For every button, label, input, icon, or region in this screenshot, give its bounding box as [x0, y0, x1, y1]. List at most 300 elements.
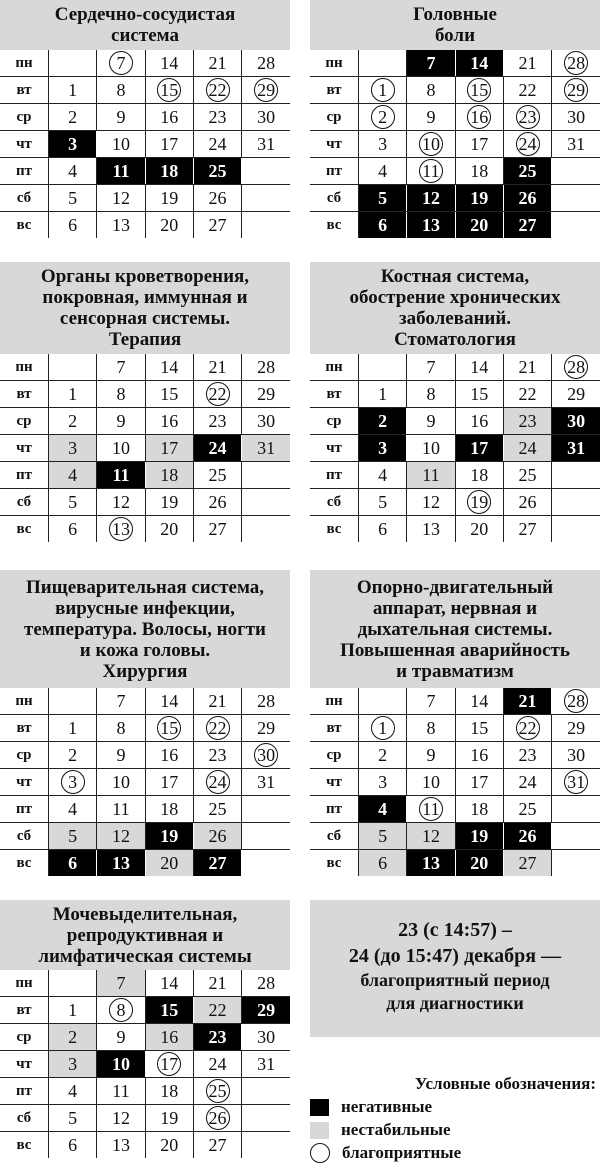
empty-cell — [242, 158, 290, 185]
empty-cell — [552, 158, 600, 185]
day-cell: 30 — [242, 408, 290, 435]
day-cell — [97, 516, 145, 543]
panel-digestive — [0, 570, 290, 876]
day-cell — [407, 796, 455, 823]
day-cell: 3 — [49, 1051, 97, 1078]
day-cell: 25 — [503, 796, 551, 823]
day-cell: 13 — [97, 1132, 145, 1159]
panel-title-line: и кожа головы. — [79, 639, 211, 661]
day-cell: 17 — [145, 131, 193, 158]
day-cell — [552, 688, 600, 715]
unstable-swatch-icon — [310, 1122, 329, 1139]
favorable-day-circle: 16 — [467, 105, 491, 129]
legend-item-favorable — [310, 1143, 600, 1163]
day-cell: 5 — [359, 489, 407, 516]
day-cell: 15 — [455, 715, 503, 742]
day-cell — [242, 742, 290, 769]
panel-headaches — [310, 0, 600, 238]
weekday-label: сб — [0, 1105, 49, 1132]
favorable-day-circle: 28 — [564, 355, 588, 379]
favorable-day-circle: 24 — [516, 132, 540, 156]
day-cell: 29 — [552, 381, 600, 408]
day-cell: 17 — [145, 769, 193, 796]
day-cell: 30 — [242, 1024, 290, 1051]
day-cell: 30 — [552, 104, 600, 131]
day-cell: 29 — [242, 715, 290, 742]
panel-title-line: Хирургия — [102, 660, 188, 682]
day-cell — [503, 104, 551, 131]
empty-cell — [359, 354, 407, 381]
day-cell: 16 — [145, 408, 193, 435]
favorable-day-circle: 19 — [467, 490, 491, 514]
weekday-label: пн — [310, 688, 359, 715]
favorable-day-circle: 3 — [61, 770, 85, 794]
favorable-day-circle: 7 — [109, 51, 133, 75]
weekday-label: ср — [310, 104, 359, 131]
day-cell — [193, 769, 241, 796]
day-cell: 2 — [359, 742, 407, 769]
empty-cell — [552, 462, 600, 489]
day-cell — [193, 1105, 241, 1132]
day-cell: 30 — [242, 104, 290, 131]
day-cell: 20 — [145, 1132, 193, 1159]
day-cell: 8 — [97, 381, 145, 408]
weekday-label: пт — [0, 462, 49, 489]
day-cell: 7 — [97, 354, 145, 381]
empty-cell — [242, 1105, 290, 1132]
favorable-day-circle: 22 — [206, 382, 230, 406]
day-cell: 27 — [193, 516, 241, 543]
weekday-label: пт — [310, 796, 359, 823]
day-cell: 18 — [455, 462, 503, 489]
weekday-label: пн — [0, 50, 49, 77]
day-cell: 23 — [193, 408, 241, 435]
diagnostics-info-box — [310, 900, 600, 1037]
weekday-label: пт — [0, 1078, 49, 1105]
weekday-label: вс — [0, 1132, 49, 1159]
favorable-day-circle: 15 — [157, 716, 181, 740]
panel-title-line: дыхательная системы. — [357, 618, 553, 640]
day-cell: 4 — [359, 158, 407, 185]
day-cell: 12 — [407, 823, 455, 850]
day-cell: 29 — [242, 997, 290, 1024]
day-cell: 24 — [193, 1051, 241, 1078]
day-cell: 3 — [49, 131, 97, 158]
day-cell — [552, 77, 600, 104]
favorable-day-circle: 26 — [206, 1106, 230, 1130]
favorable-day-circle: 8 — [109, 998, 133, 1022]
info-line-4: для диагностики — [386, 993, 524, 1013]
day-cell: 5 — [49, 1105, 97, 1132]
day-cell: 8 — [97, 77, 145, 104]
day-cell: 9 — [407, 104, 455, 131]
day-cell: 6 — [49, 1132, 97, 1159]
empty-cell — [242, 516, 290, 543]
day-cell: 14 — [455, 354, 503, 381]
panel-title-line: Сердечно-сосудистая — [54, 4, 236, 25]
empty-cell — [49, 50, 97, 77]
day-cell: 14 — [145, 970, 193, 997]
favorable-day-circle: 17 — [157, 1052, 181, 1076]
weekday-label: чт — [310, 435, 359, 462]
weekday-label: чт — [0, 1051, 49, 1078]
favorable-day-circle: 22 — [206, 78, 230, 102]
legend — [310, 1074, 600, 1163]
weekday-label: пт — [310, 158, 359, 185]
empty-cell — [242, 185, 290, 212]
panel-title-line: боли — [434, 25, 476, 46]
day-cell: 16 — [145, 742, 193, 769]
favorable-day-circle: 25 — [206, 1079, 230, 1103]
day-cell: 8 — [407, 77, 455, 104]
day-cell: 4 — [49, 158, 97, 185]
favorable-day-circle: 28 — [564, 51, 588, 75]
day-cell — [145, 77, 193, 104]
weekday-label: вт — [310, 381, 359, 408]
day-cell: 30 — [552, 408, 600, 435]
day-cell: 26 — [503, 185, 551, 212]
day-cell — [552, 50, 600, 77]
day-cell: 7 — [97, 970, 145, 997]
day-cell: 18 — [145, 1078, 193, 1105]
weekday-label: вс — [310, 850, 359, 877]
weekday-label: пт — [310, 462, 359, 489]
day-cell: 21 — [193, 354, 241, 381]
day-cell: 20 — [145, 516, 193, 543]
favorable-day-circle: 15 — [467, 78, 491, 102]
day-cell: 28 — [242, 970, 290, 997]
day-cell: 11 — [97, 1078, 145, 1105]
legend-unstable-label: нестабильные — [341, 1120, 451, 1139]
day-cell: 18 — [455, 158, 503, 185]
day-cell: 31 — [552, 435, 600, 462]
day-cell: 3 — [359, 769, 407, 796]
day-cell: 5 — [359, 185, 407, 212]
calendar-grid — [0, 50, 290, 238]
weekday-label: вс — [310, 212, 359, 239]
weekday-label: ср — [0, 1024, 49, 1051]
day-cell — [552, 769, 600, 796]
day-cell: 27 — [193, 850, 241, 877]
empty-cell — [359, 688, 407, 715]
empty-cell — [242, 1132, 290, 1159]
empty-cell — [242, 796, 290, 823]
calendar-grid — [310, 50, 600, 238]
empty-cell — [242, 1078, 290, 1105]
favorable-day-circle: 2 — [371, 105, 395, 129]
day-cell: 2 — [49, 104, 97, 131]
weekday-label: вс — [0, 850, 49, 877]
favorable-day-circle: 23 — [516, 105, 540, 129]
day-cell: 27 — [503, 212, 551, 239]
day-cell: 1 — [359, 381, 407, 408]
day-cell: 21 — [193, 688, 241, 715]
calendar-grid — [310, 688, 600, 876]
weekday-label: сб — [310, 823, 359, 850]
panel-title — [0, 570, 290, 688]
day-cell — [242, 77, 290, 104]
day-cell: 19 — [145, 185, 193, 212]
day-cell: 13 — [97, 850, 145, 877]
day-cell: 11 — [407, 462, 455, 489]
day-cell: 16 — [455, 408, 503, 435]
day-cell: 20 — [455, 516, 503, 543]
panel-title — [0, 0, 290, 50]
empty-cell — [552, 489, 600, 516]
day-cell: 23 — [193, 104, 241, 131]
weekday-label: вт — [310, 77, 359, 104]
day-cell: 6 — [49, 516, 97, 543]
day-cell: 1 — [49, 997, 97, 1024]
day-cell: 2 — [359, 408, 407, 435]
empty-cell — [552, 850, 600, 877]
day-cell: 27 — [503, 850, 551, 877]
empty-cell — [242, 823, 290, 850]
weekday-label: пн — [0, 688, 49, 715]
day-cell: 17 — [145, 435, 193, 462]
weekday-label: вс — [310, 516, 359, 543]
day-cell — [359, 715, 407, 742]
day-cell: 11 — [97, 158, 145, 185]
weekday-label: вт — [0, 715, 49, 742]
day-cell: 20 — [455, 850, 503, 877]
day-cell: 28 — [242, 688, 290, 715]
day-cell: 15 — [455, 381, 503, 408]
day-cell: 5 — [49, 185, 97, 212]
day-cell — [455, 489, 503, 516]
day-cell: 14 — [455, 50, 503, 77]
weekday-label: ср — [310, 742, 359, 769]
weekday-label: вс — [0, 516, 49, 543]
day-cell — [49, 769, 97, 796]
favorable-day-circle: 22 — [206, 716, 230, 740]
day-cell: 26 — [193, 823, 241, 850]
day-cell: 19 — [145, 1105, 193, 1132]
day-cell — [552, 354, 600, 381]
empty-cell — [552, 823, 600, 850]
day-cell: 24 — [193, 131, 241, 158]
panel-title-line: и травматизм — [396, 660, 514, 682]
day-cell: 18 — [145, 796, 193, 823]
day-cell: 6 — [359, 516, 407, 543]
day-cell: 13 — [407, 212, 455, 239]
day-cell — [503, 715, 551, 742]
weekday-label: вт — [0, 381, 49, 408]
day-cell: 13 — [97, 212, 145, 239]
day-cell: 18 — [145, 462, 193, 489]
day-cell: 12 — [97, 185, 145, 212]
day-cell: 14 — [145, 50, 193, 77]
weekday-label: ср — [310, 408, 359, 435]
day-cell: 19 — [455, 185, 503, 212]
panel-title — [0, 262, 290, 354]
day-cell: 11 — [97, 796, 145, 823]
day-cell: 10 — [97, 769, 145, 796]
day-cell — [145, 715, 193, 742]
day-cell: 3 — [359, 435, 407, 462]
day-cell — [359, 104, 407, 131]
day-cell: 23 — [193, 1024, 241, 1051]
day-cell: 6 — [49, 850, 97, 877]
day-cell: 31 — [242, 1051, 290, 1078]
day-cell: 3 — [359, 131, 407, 158]
weekday-label: пт — [0, 158, 49, 185]
day-cell: 24 — [503, 769, 551, 796]
day-cell: 9 — [97, 1024, 145, 1051]
legend-item-negative — [310, 1097, 600, 1117]
empty-cell — [242, 489, 290, 516]
day-cell: 12 — [97, 823, 145, 850]
panel-title-line: заболеваний. — [398, 308, 512, 329]
panel-bone-system — [310, 262, 600, 542]
day-cell: 27 — [193, 212, 241, 239]
day-cell: 25 — [503, 158, 551, 185]
calendar-grid — [0, 970, 290, 1158]
day-cell: 9 — [97, 742, 145, 769]
day-cell: 11 — [97, 462, 145, 489]
favorable-day-circle: 31 — [564, 770, 588, 794]
day-cell: 21 — [193, 50, 241, 77]
empty-cell — [242, 462, 290, 489]
day-cell: 28 — [242, 354, 290, 381]
day-cell: 2 — [49, 408, 97, 435]
panel-musculoskeletal — [310, 570, 600, 876]
weekday-label: сб — [0, 185, 49, 212]
day-cell: 7 — [407, 354, 455, 381]
day-cell: 7 — [407, 50, 455, 77]
favorable-day-circle: 15 — [157, 78, 181, 102]
day-cell — [193, 1078, 241, 1105]
panel-title-line: вирусные инфекции, — [55, 597, 235, 619]
favorable-day-circle: 29 — [254, 78, 278, 102]
panel-title-line: лимфатическая системы — [38, 945, 252, 967]
day-cell: 14 — [145, 688, 193, 715]
day-cell: 20 — [455, 212, 503, 239]
empty-cell — [552, 212, 600, 239]
day-cell: 30 — [552, 742, 600, 769]
panel-title-line: сенсорная системы. — [59, 308, 231, 329]
weekday-label: сб — [0, 823, 49, 850]
weekday-label: ср — [0, 408, 49, 435]
day-cell — [359, 77, 407, 104]
weekday-label: ср — [0, 104, 49, 131]
weekday-label: чт — [0, 435, 49, 462]
day-cell: 26 — [193, 185, 241, 212]
day-cell: 23 — [193, 742, 241, 769]
day-cell: 13 — [407, 516, 455, 543]
panel-title — [310, 0, 600, 50]
calendar-grid — [310, 354, 600, 542]
info-line-1: 23 (с 14:57) – — [398, 919, 512, 941]
legend-item-unstable — [310, 1120, 600, 1140]
favorable-day-circle: 1 — [371, 716, 395, 740]
day-cell: 15 — [145, 997, 193, 1024]
day-cell: 12 — [97, 489, 145, 516]
day-cell: 22 — [503, 381, 551, 408]
empty-cell — [552, 516, 600, 543]
legend-negative-label: негативные — [341, 1097, 433, 1116]
day-cell: 20 — [145, 850, 193, 877]
day-cell: 10 — [407, 435, 455, 462]
day-cell: 18 — [145, 158, 193, 185]
weekday-label: чт — [0, 769, 49, 796]
panel-title-line: Повышенная аварийность — [340, 639, 570, 661]
favorable-day-circle: 29 — [564, 78, 588, 102]
day-cell: 31 — [242, 769, 290, 796]
panel-title-line: Терапия — [108, 329, 182, 350]
panel-title-line: температура. Волосы, ногти — [23, 618, 267, 640]
favorable-day-circle: 13 — [109, 517, 133, 541]
day-cell: 5 — [49, 489, 97, 516]
day-cell: 10 — [97, 1051, 145, 1078]
day-cell: 24 — [193, 435, 241, 462]
day-cell: 25 — [193, 158, 241, 185]
empty-cell — [49, 688, 97, 715]
day-cell: 16 — [455, 742, 503, 769]
favorable-day-circle: 11 — [419, 797, 443, 821]
panel-title-line: Органы кроветворения, — [40, 266, 250, 287]
day-cell: 8 — [407, 715, 455, 742]
day-cell: 26 — [503, 489, 551, 516]
weekday-label: пн — [0, 970, 49, 997]
day-cell: 25 — [193, 796, 241, 823]
legend-favorable-label: благоприятные — [342, 1143, 462, 1162]
favorable-circle-icon — [310, 1143, 330, 1163]
day-cell — [503, 131, 551, 158]
panel-title-line: Головные — [413, 4, 497, 25]
panel-title — [310, 262, 600, 354]
day-cell — [407, 131, 455, 158]
day-cell: 17 — [455, 769, 503, 796]
day-cell: 25 — [503, 462, 551, 489]
panel-title — [310, 570, 600, 688]
panel-cardiovascular — [0, 0, 290, 238]
day-cell: 6 — [49, 212, 97, 239]
weekday-label: сб — [0, 489, 49, 516]
day-cell: 8 — [407, 381, 455, 408]
day-cell: 21 — [193, 970, 241, 997]
day-cell: 21 — [503, 50, 551, 77]
weekday-label: вт — [310, 715, 359, 742]
weekday-label: пн — [310, 354, 359, 381]
day-cell: 22 — [503, 77, 551, 104]
day-cell: 27 — [503, 516, 551, 543]
day-cell — [407, 158, 455, 185]
empty-cell — [49, 354, 97, 381]
favorable-day-circle: 10 — [419, 132, 443, 156]
day-cell: 17 — [455, 131, 503, 158]
day-cell: 9 — [97, 104, 145, 131]
empty-cell — [359, 50, 407, 77]
day-cell: 14 — [455, 688, 503, 715]
panel-title-line: Опорно-двигательный — [356, 576, 554, 598]
day-cell: 7 — [97, 688, 145, 715]
favorable-day-circle: 28 — [564, 689, 588, 713]
day-cell: 29 — [242, 381, 290, 408]
weekday-label: сб — [310, 185, 359, 212]
calendar-grid — [0, 354, 290, 542]
day-cell: 18 — [455, 796, 503, 823]
day-cell — [97, 997, 145, 1024]
weekday-label: чт — [310, 769, 359, 796]
favorable-day-circle: 1 — [371, 78, 395, 102]
day-cell: 10 — [97, 131, 145, 158]
favorable-day-circle: 24 — [206, 770, 230, 794]
day-cell — [145, 1051, 193, 1078]
day-cell — [455, 77, 503, 104]
weekday-label: вс — [0, 212, 49, 239]
day-cell: 1 — [49, 381, 97, 408]
